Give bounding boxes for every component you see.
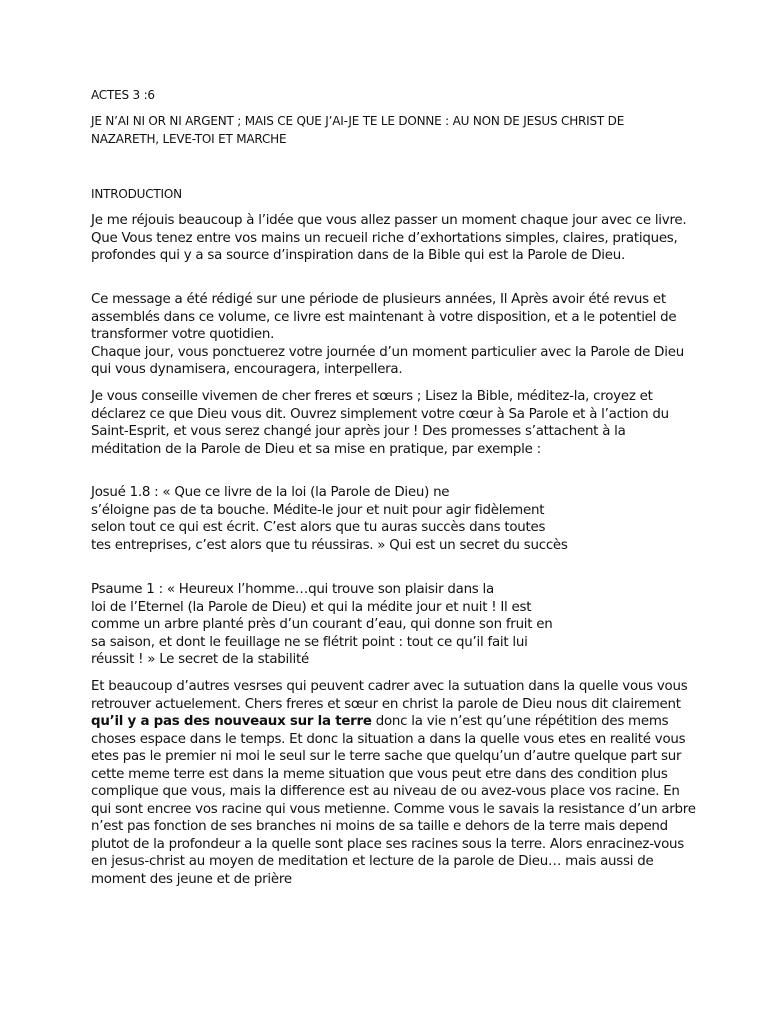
text-line: complique que vous, mais la difference est au niveau de ou avez-vous place vos racine. En — [91, 784, 680, 799]
text-line: Ce message a été rédigé sur une période de plusieurs années, Il Après avoir été revus et — [91, 292, 666, 307]
text-line: Josué 1.8 : « Que ce livre de la loi (la Parole de Dieu) ne — [91, 485, 450, 500]
intro-heading — [91, 185, 182, 203]
text-line: s’éloigne pas de ta bouche. Médite-le jour et nuit pour agir fidèlement — [91, 502, 545, 518]
text-line: Et beaucoup d’autres vesrses qui peuvent cadrer avec la sutuation dans la quelle vous vous — [91, 679, 688, 694]
text-fragment: donc la vie n’est qu’une répétition des mems — [371, 714, 669, 729]
paragraph-josue — [91, 484, 568, 554]
text-line-emphasis — [91, 713, 696, 731]
paragraph-2 — [91, 291, 684, 379]
text-line: retrouver actuelement. Chers freres et sœur en christ la parole de Dieu nous dit clairement — [91, 696, 681, 712]
scripture-reference — [91, 86, 155, 104]
text-line: Je vous conseille vivemen de cher freres et sœurs ; Lisez la Bible, méditez-la, croyez et — [91, 389, 653, 404]
text-line: profondes qui y a sa source d’inspiration dans de la Bible qui est la Parole de Dieu. — [91, 248, 625, 263]
text-line: etes pas le premier ni moi le seul sur le terre sache que quelqu’un d’autre quelque part sur — [91, 749, 682, 764]
text-line: transformer votre quotidien. — [91, 327, 275, 342]
paragraph-6 — [91, 678, 696, 888]
verse-text — [91, 112, 624, 148]
text-line: tes entreprises, c’est alors que tu réussiras. » Qui est un secret du succès — [91, 537, 568, 553]
paragraph-3 — [91, 388, 669, 458]
text-line: cette meme terre est dans la meme situation que vous peut etre dans des condition plus — [91, 766, 668, 782]
verse-line: JE N’AI NI OR NI ARGENT ; MAIS CE QUE J’AI-JE TE LE DONNE : AU NON DE JESUS CHRIST DE — [91, 114, 625, 128]
verse-line: NAZARETH, LEVE-TOI ET MARCHE — [91, 132, 287, 146]
text-line: n’est pas fonction de ses branches ni moins de sa taille e dehors de la terre mais depend — [91, 819, 668, 834]
text-line: loi de l’Eternel (la Parole de Dieu) et qui la médite jour et nuit ! Il est — [91, 599, 532, 615]
text-line: moment des jeune et de prière — [91, 871, 292, 887]
text-line: réussit ! » Le secret de la stabilité — [91, 652, 309, 667]
text-line: Saint-Esprit, et vous serez changé jour après jour ! Des promesses s’attachent à la — [91, 424, 626, 439]
text-line: méditation de la Parole de Dieu et sa mise en pratique, par exemple : — [91, 441, 541, 457]
text-line: en jesus-christ au moyen de meditation et lecture de la parole de Dieu… mais aussi de — [91, 854, 654, 869]
text-line: qui vous dynamisera, encouragera, interpellera. — [91, 362, 403, 377]
bold-phrase: qu’il y a pas des nouveaux sur la terre — [91, 714, 372, 729]
heading-line: INTRODUCTION — [91, 187, 182, 201]
text-line: Psaume 1 : « Heureux l’homme…qui trouve son plaisir dans la — [91, 582, 494, 597]
text-line: choses espace dans le temps. Et donc la situation a dans la quelle vous etes en realité vous — [91, 731, 686, 747]
text-line: Je me réjouis beaucoup à l’idée que vous allez passer un moment chaque jour avec ce livre. — [91, 213, 687, 228]
text-line: qui sont encree vos racine qui vous metienne. Comme vous le savais la resistance d’un arbre — [91, 801, 696, 817]
text-line: Que Vous tenez entre vos mains un recueil riche d’exhortations simples, claires, pratiques, — [91, 230, 678, 246]
text-line: assemblés dans ce volume, ce livre est maintenant à votre disposition, et a le potentiel de — [91, 309, 677, 325]
reference-line: ACTES 3 :6 — [91, 88, 155, 102]
text-line: sa saison, et dont le feuillage ne se flétrit point : tout ce qu’il fait lui — [91, 634, 528, 650]
text-line: comme un arbre planté près d’un courant d’eau, qui donne son fruit en — [91, 617, 553, 632]
text-line: plutot de la profondeur a la quelle sont place ses racines sous la terre. Alors enracinez-vous — [91, 836, 684, 852]
paragraph-1 — [91, 212, 686, 265]
paragraph-psaume — [91, 581, 553, 669]
text-line: Chaque jour, vous ponctuerez votre journée d’un moment particulier avec la Parole de Dieu — [91, 344, 684, 360]
text-line: selon tout ce qui est écrit. C’est alors que tu auras succès dans toutes — [91, 520, 546, 535]
text-line: déclarez ce que Dieu vous dit. Ouvrez simplement votre cœur à Sa Parole et à l’action du — [91, 406, 669, 422]
